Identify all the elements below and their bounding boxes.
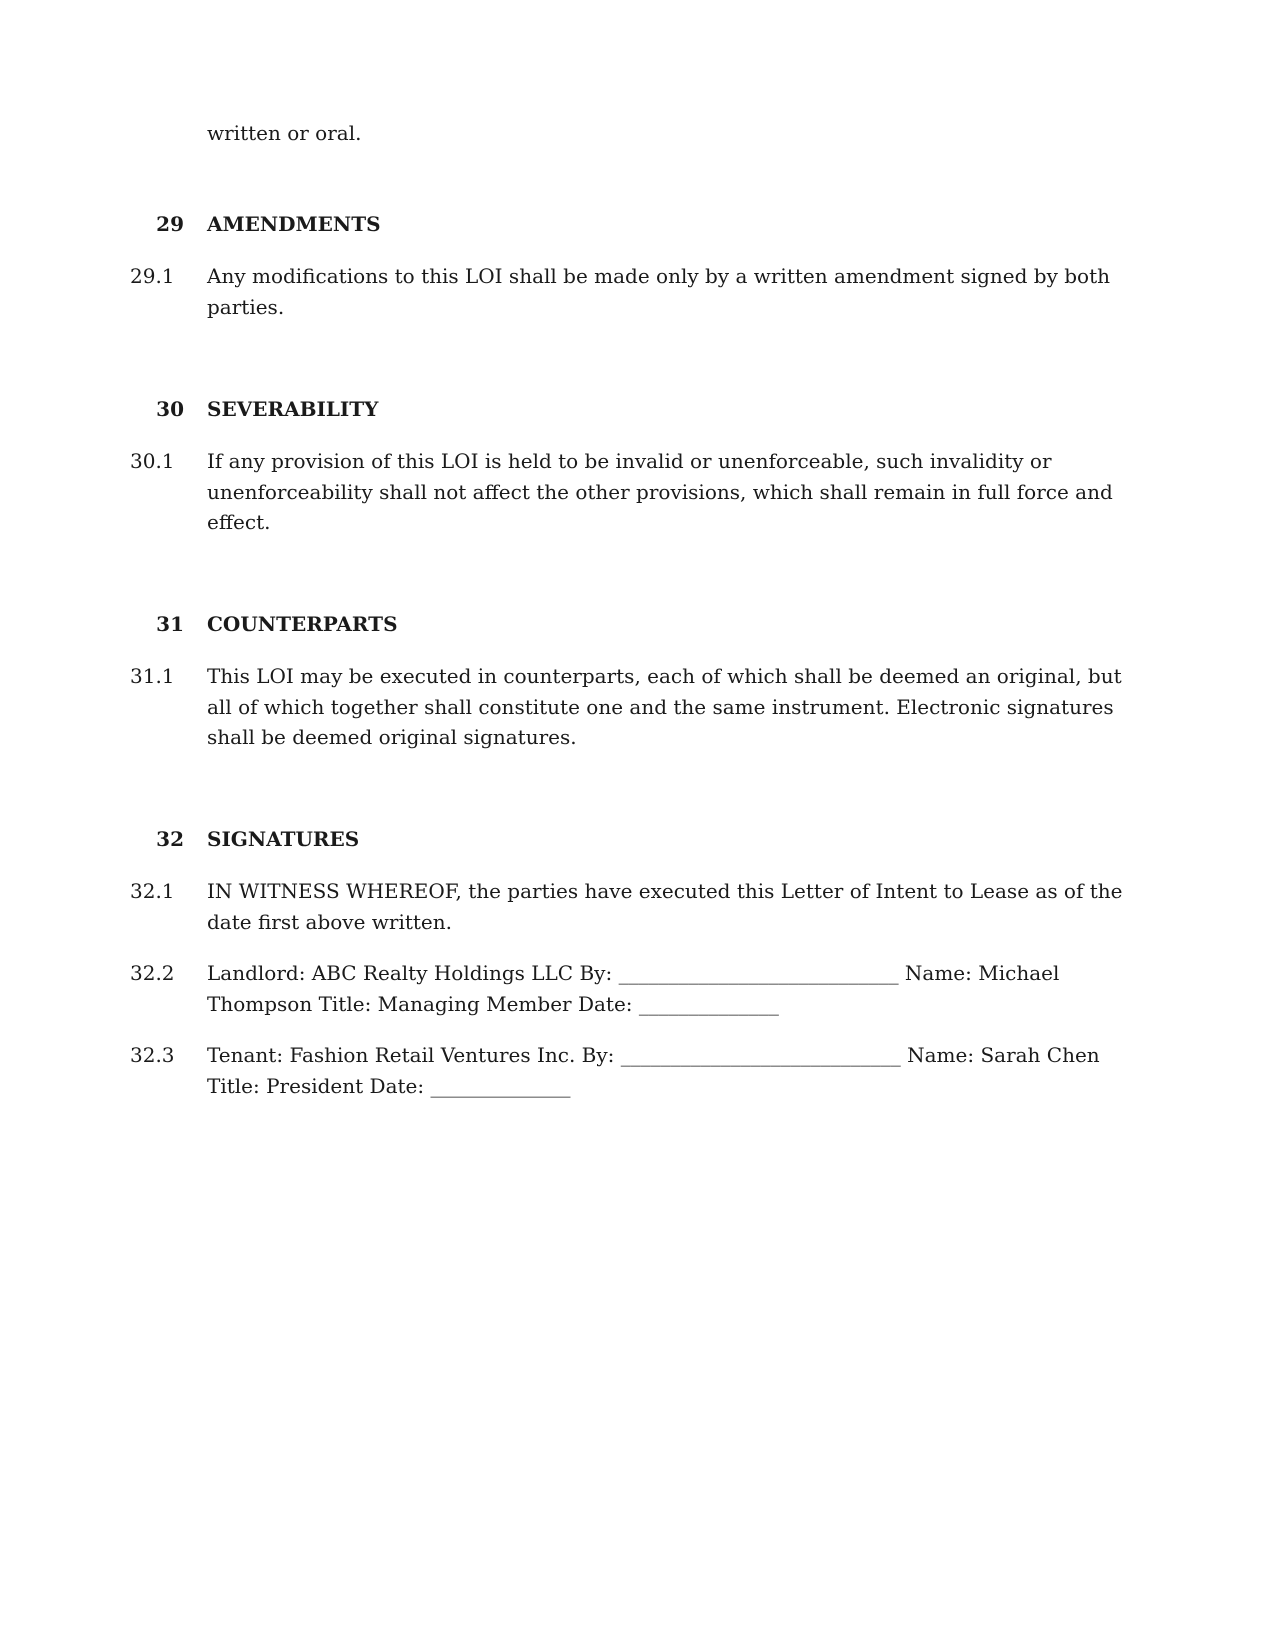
section-amendments <box>0 209 1275 322</box>
section-number: 30 <box>156 397 184 421</box>
clause-number: 32.2 <box>130 961 175 985</box>
section-title: SEVERABILITY <box>207 397 379 421</box>
clause-text: Tenant: Fashion Retail Ventures Inc. By: ____________________________ Name: Sarah Chen Title: President Date: ______________ <box>207 1043 1100 1098</box>
continuation-text: written or oral. <box>207 121 362 145</box>
section-heading <box>0 609 1275 639</box>
clause-number: 31.1 <box>130 664 175 688</box>
clause-text: This LOI may be executed in counterparts, each of which shall be deemed an original, but all of which together shall constitute one and the same instrument. Electronic signatures shall be deemed original signatures. <box>207 664 1122 749</box>
clause-text: Any modifications to this LOI shall be made only by a written amendment signed by both parties. <box>207 264 1111 319</box>
clause-number: 32.1 <box>130 879 175 903</box>
clause-number: 30.1 <box>130 449 175 473</box>
clause <box>0 446 1275 538</box>
clause-text: IN WITNESS WHEREOF, the parties have executed this Letter of Intent to Lease as of the date first above written. <box>207 879 1123 934</box>
section-number: 32 <box>156 827 184 851</box>
landlord-signature-clause <box>0 958 1275 1019</box>
tenant-signature-clause <box>0 1040 1275 1101</box>
section-number: 31 <box>156 612 184 636</box>
section-heading <box>0 209 1275 239</box>
clause-text: Landlord: ABC Realty Holdings LLC By: ____________________________ Name: Michael Thompson Title: Managing Member Date: ______________ <box>207 961 1060 1016</box>
section-number: 29 <box>156 212 184 236</box>
section-title: SIGNATURES <box>207 827 360 851</box>
clause-number: 29.1 <box>130 264 175 288</box>
section-heading <box>0 824 1275 854</box>
section-counterparts <box>0 609 1275 753</box>
clause <box>0 661 1275 753</box>
clause <box>0 876 1275 937</box>
section-signatures <box>0 824 1275 1101</box>
section-heading <box>0 394 1275 424</box>
clause-number: 32.3 <box>130 1043 175 1067</box>
clause <box>0 261 1275 322</box>
section-title: AMENDMENTS <box>207 212 381 236</box>
clause-text: If any provision of this LOI is held to be invalid or unenforceable, such invalidity or unenforceability shall not affect the other provisions, which shall remain in full force and effect. <box>207 449 1113 534</box>
section-title: COUNTERPARTS <box>207 612 398 636</box>
section-severability <box>0 394 1275 538</box>
